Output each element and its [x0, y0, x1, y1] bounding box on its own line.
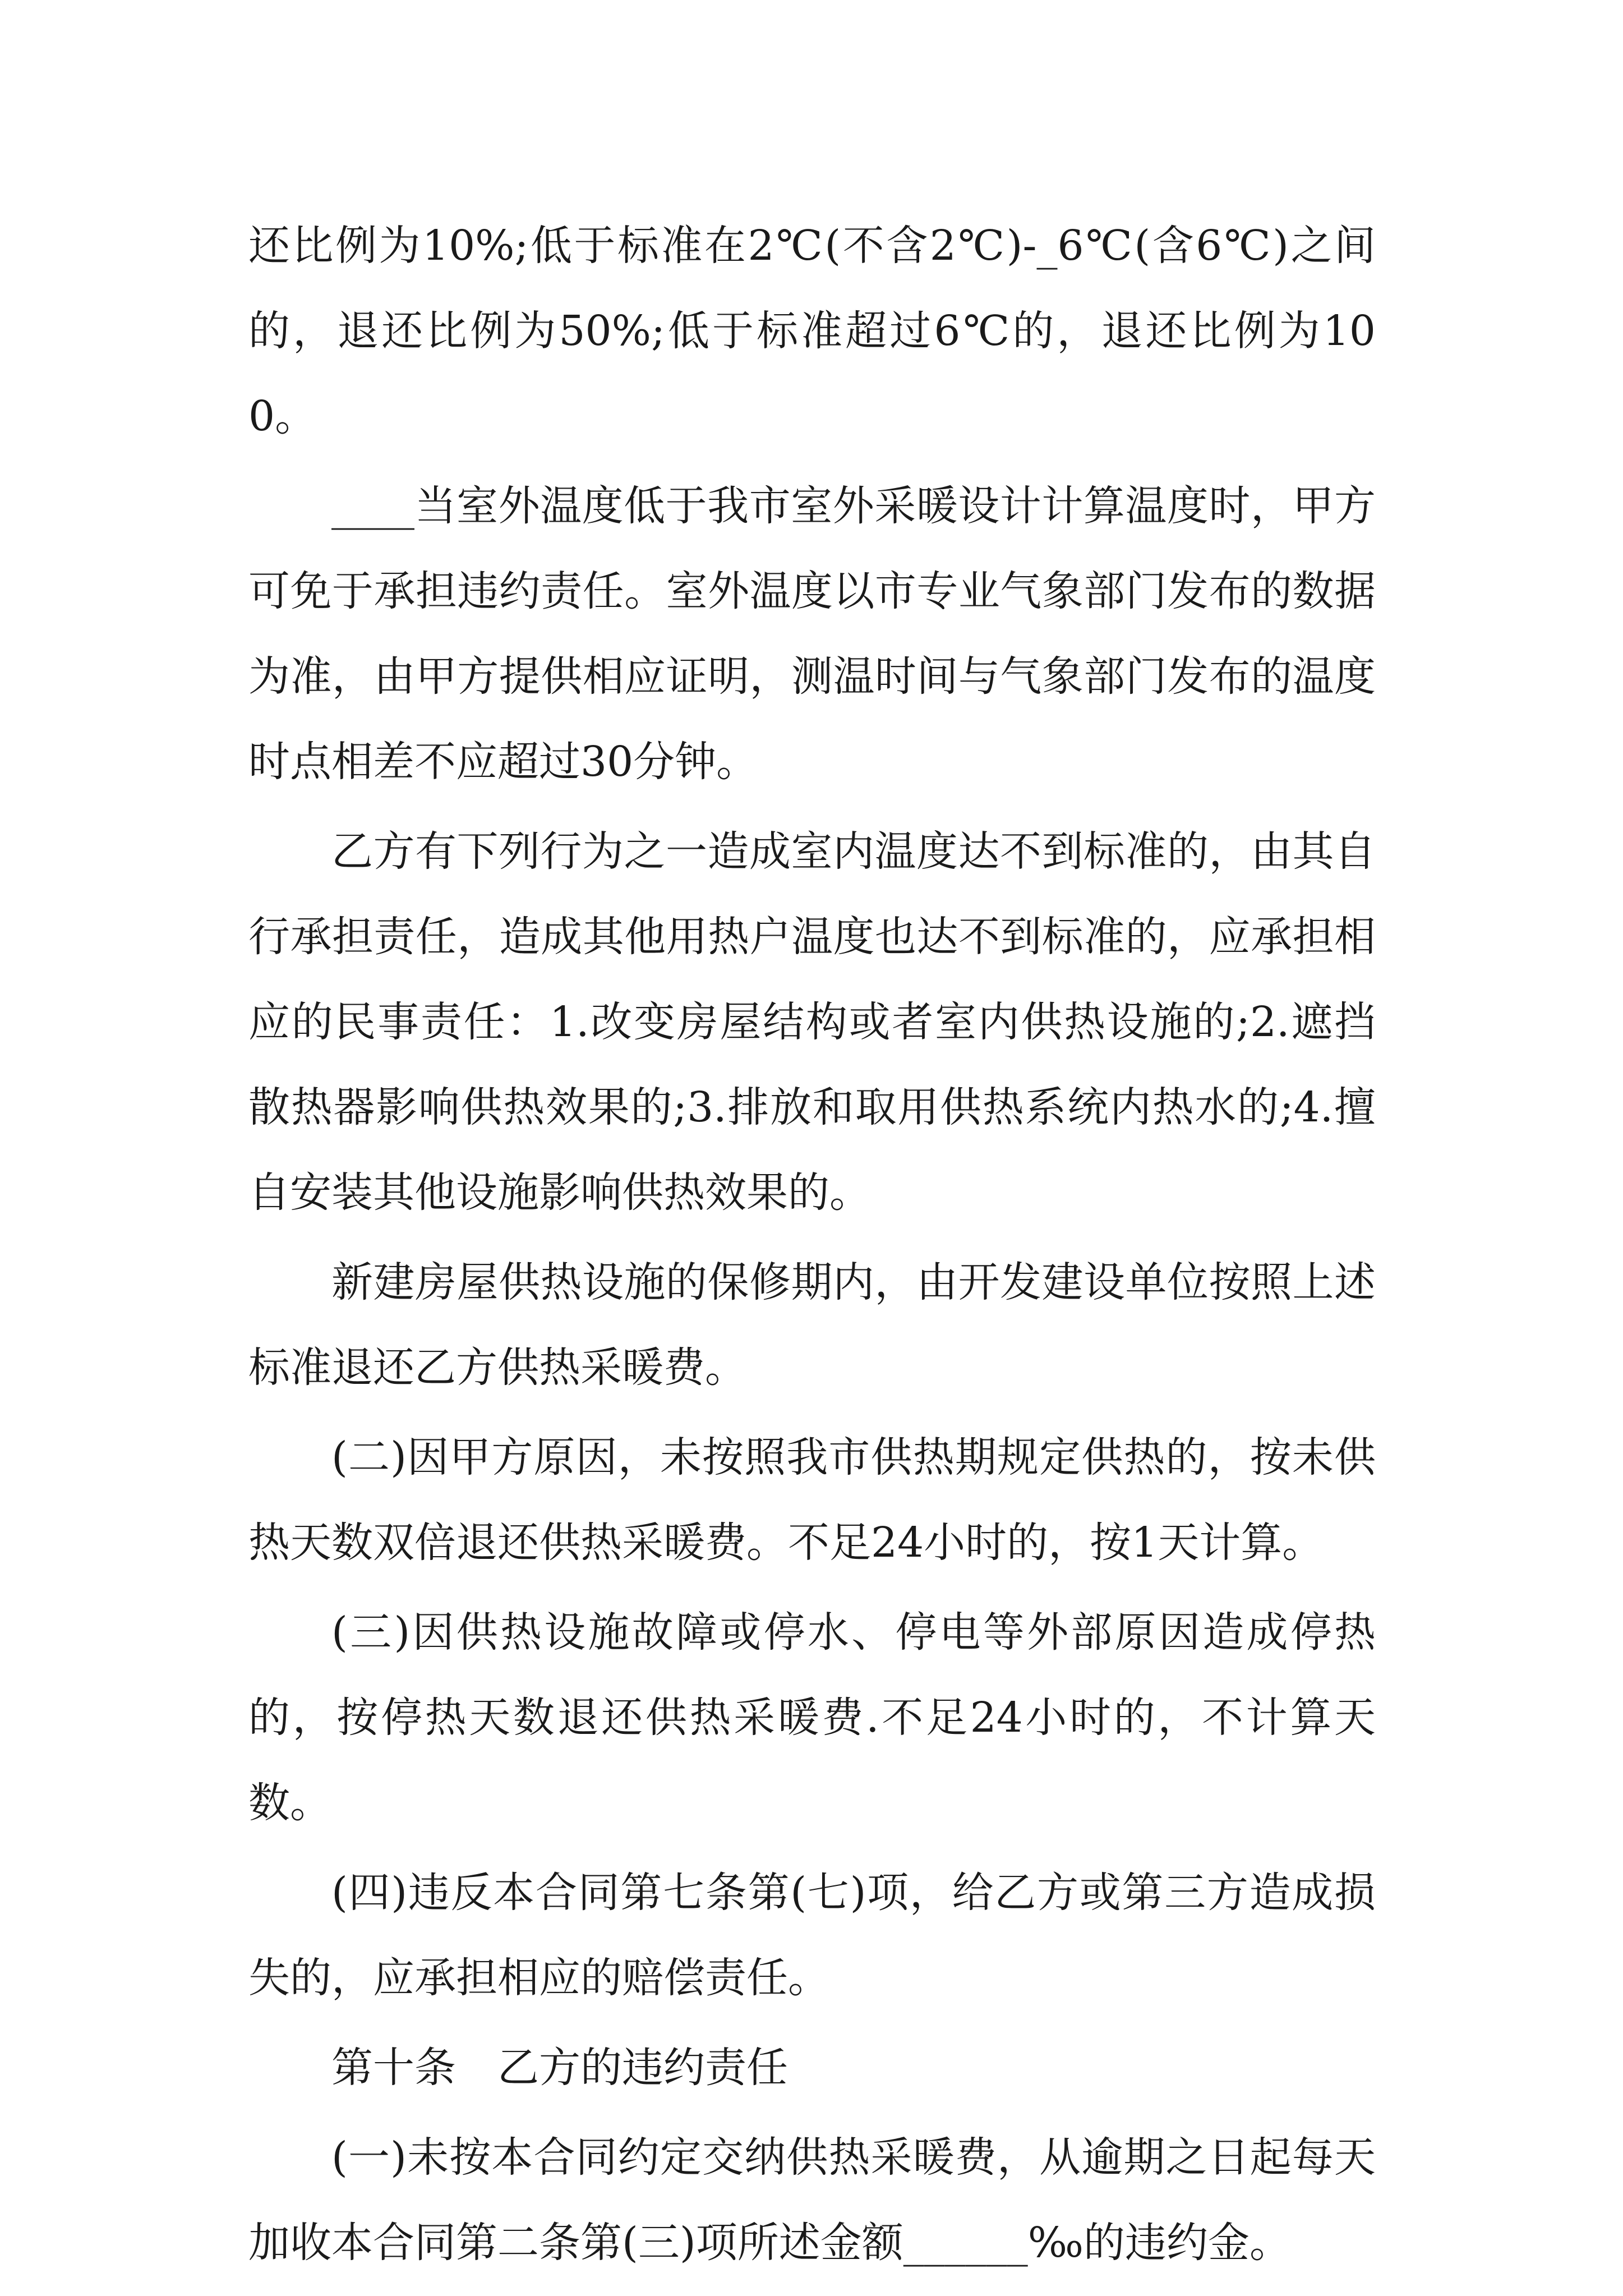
- paragraph-item-2: (二)因甲方原因，未按照我市供热期规定供热的，按未供热天数双倍退还供热采暖费。不足24小时的，按1天计算。: [248, 1433, 1376, 1567]
- paragraph-item-3: (三)因供热设施故障或停水、停电等外部原因造成停热的，按停热天数退还供热采暖费.不足24小时的，不计算天数。: [248, 1608, 1376, 1827]
- paragraph-new-building-warranty: 新建房屋供热设施的保修期内，由开发建设单位按照上述标准退还乙方供热采暖费。: [248, 1258, 1376, 1392]
- paragraph-refund-ratio: 还比例为10%;低于标准在2℃(不含2℃)-_6℃(含6℃)之间的，退还比例为50%;低于标准超过6℃的，退还比例为100。: [248, 222, 1376, 440]
- paragraph-item-4: (四)违反本合同第七条第(七)项，给乙方或第三方造成损失的，应承担相应的赔偿责任。: [248, 1869, 1376, 2002]
- paragraph-article-10-item-1: (一)未按本合同约定交纳供热采暖费，从逾期之日起每天加收本合同第二条第(三)项所述金额______‰的违约金。: [248, 2133, 1376, 2267]
- paragraph-party-b-behaviors: 乙方有下列行为之一造成室内温度达不到标准的，由其自行承担责任，造成其他用热户温度也达不到标准的，应承担相应的民事责任：1.改变房屋结构或者室内供热设施的;2.遮挡散热器影响供热效果的;3.排放和取用供热系统内热水的;4.擅自安装其他设施影响供热效果的。: [248, 827, 1376, 1217]
- document-body: [248, 203, 1376, 2290]
- paragraph-outdoor-temperature-exemption: ____当室外温度低于我市室外采暖设计计算温度时，甲方可免于承担违约责任。室外温度以市专业气象部门发布的数据为准，由甲方提供相应证明，测温时间与气象部门发布的温度时点相差不应超过30分钟。: [248, 482, 1376, 786]
- article-10-heading: 第十条 乙方的违约责任: [331, 2044, 788, 2092]
